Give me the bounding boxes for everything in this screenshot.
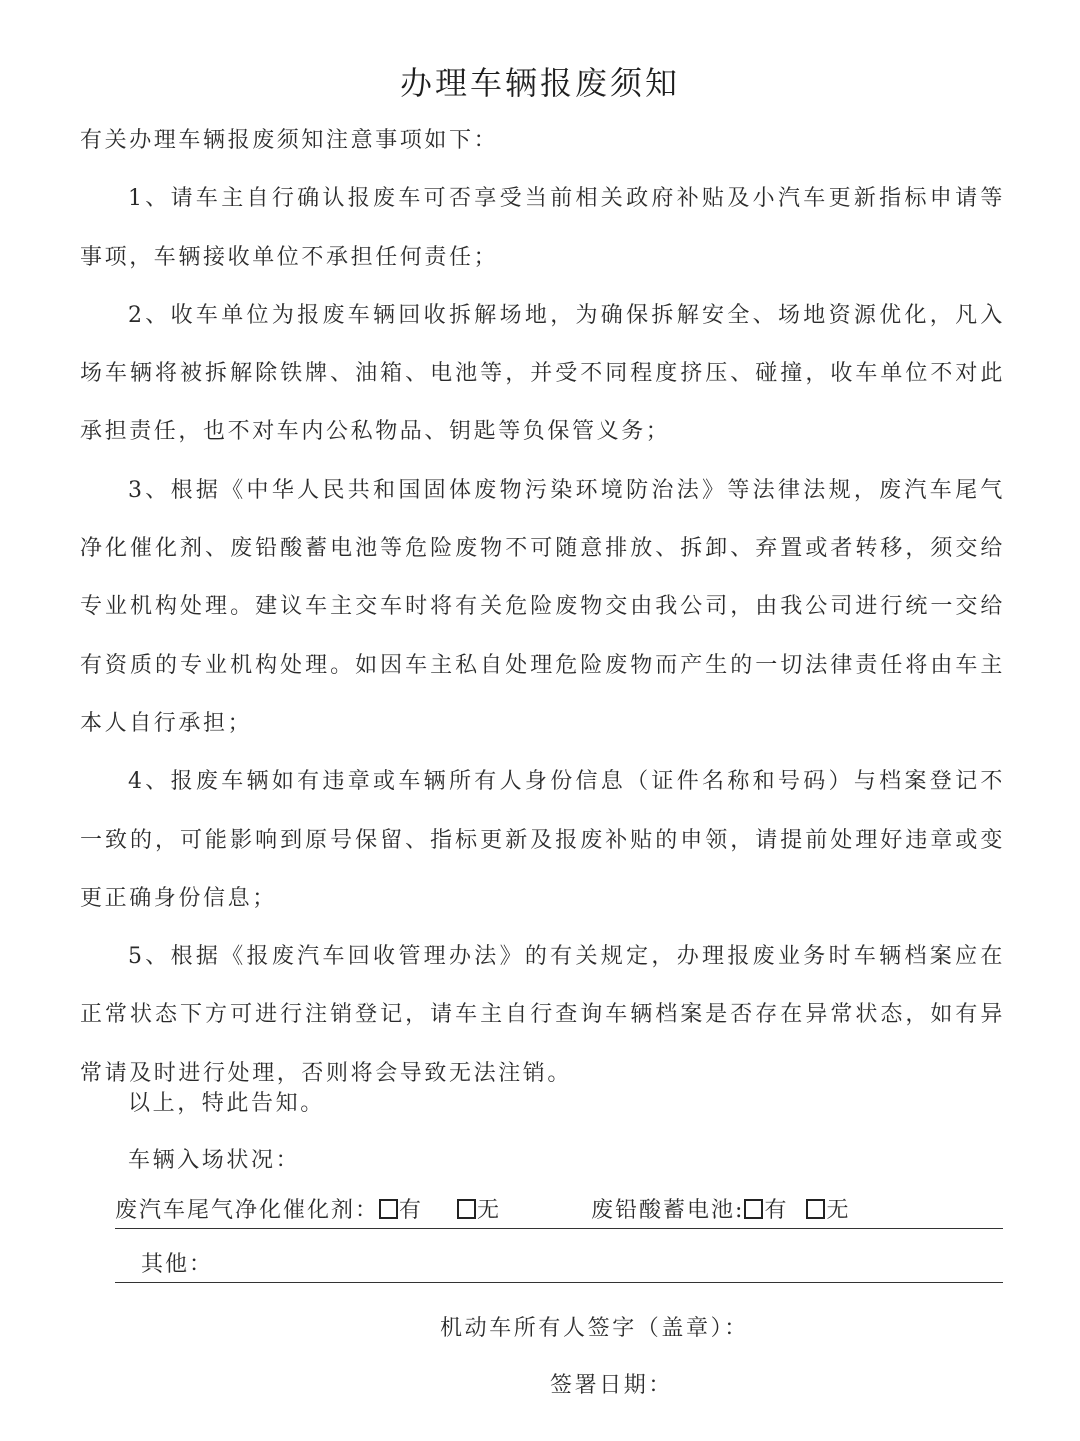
intro-paragraph: 有关办理车辆报废须知注意事项如下： — [80, 128, 499, 153]
checkbox-icon[interactable] — [806, 1199, 825, 1219]
catalyst-yes-option[interactable]: 有 — [379, 1196, 423, 1226]
owner-signature-label: 机动车所有人签字（盖章）： — [440, 1316, 749, 1341]
checkbox-icon[interactable] — [379, 1199, 398, 1219]
vehicle-status-label: 车辆入场状况： — [128, 1148, 301, 1173]
notice-item-3: 3、根据《中华人民共和国固体废物污染环境防治法》等法律法规，废汽车尾气净化催化剂、废铅酸蓄电池等危险废物不可随意排放、拆卸、弃置或者转移，须交给专业机构处理。建议车主交车时将有关危险废物交由我公司，由我公司进行统一交给有资质的专业机构处理。如因车主私自处理危险废物而产生的一切法律责任将由车主本人自行承担； — [80, 477, 1005, 736]
document-body — [80, 112, 1005, 1103]
battery-yes-option[interactable]: 有 — [744, 1196, 788, 1226]
other-row[interactable] — [115, 1250, 1003, 1283]
notice-item-2: 2、收车单位为报废车辆回收拆解场地，为确保拆解安全、场地资源优化，凡入场车辆将被拆解除铁牌、油箱、电池等，并受不同程度挤压、碰撞，收车单位不对此承担责任，也不对车内公私物品、钥匙等负保管义务； — [80, 302, 1005, 445]
notice-item-1: 1、请车主自行确认报废车可否享受当前相关政府补贴及小汽车更新指标申请等事项，车辆接收单位不承担任何责任； — [80, 186, 1005, 270]
hazard-waste-row — [115, 1196, 1003, 1229]
checkbox-icon[interactable] — [744, 1199, 763, 1219]
battery-label: 废铅酸蓄电池: — [591, 1198, 745, 1223]
sign-date-label: 签署日期： — [550, 1373, 674, 1398]
document-title: 办理车辆报废须知 — [399, 64, 680, 102]
closing-statement: 以上，特此告知。 — [128, 1091, 325, 1116]
notice-item-5: 5、根据《报废汽车回收管理办法》的有关规定，办理报废业务时车辆档案应在正常状态下方可进行注销登记，请车主自行查询车辆档案是否存在异常状态，如有异常请及时进行处理，否则将会导致无法注销。 — [80, 944, 1005, 1086]
other-label: 其他： — [141, 1252, 214, 1277]
checkbox-icon[interactable] — [457, 1199, 476, 1219]
battery-no-option[interactable]: 无 — [806, 1196, 850, 1226]
catalyst-no-option[interactable]: 无 — [457, 1196, 501, 1226]
catalyst-label: 废汽车尾气净化催化剂： — [115, 1198, 380, 1223]
notice-item-4: 4、报废车辆如有违章或车辆所有人身份信息（证件名称和号码）与档案登记不一致的，可能影响到原号保留、指标更新及报废补贴的申领，请提前处理好违章或变更正确身份信息； — [80, 769, 1005, 911]
